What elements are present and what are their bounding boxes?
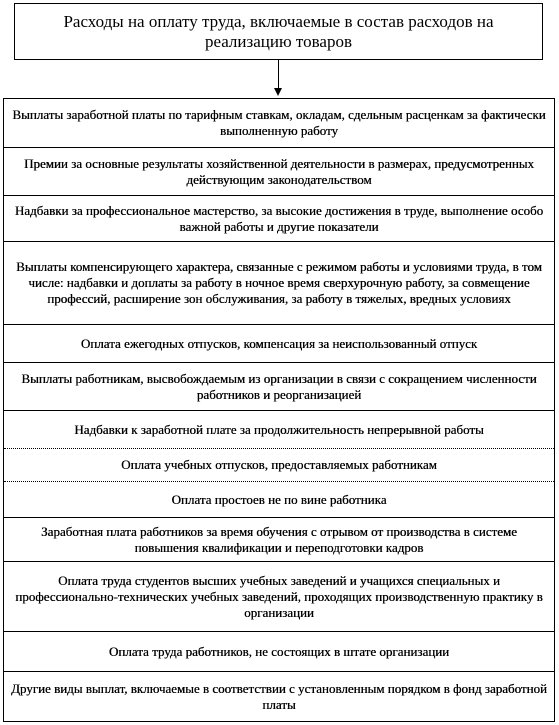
list-item [4, 99, 554, 147]
list-item [4, 631, 554, 671]
list-item-text: Другие виды выплат, включаемые в соответствии с установленным порядком в фонд заработной платы [11, 680, 547, 712]
list-item [4, 410, 554, 448]
list-item-text: Выплаты работникам, высвобождаемым из организации в связи с сокращением численности работников и реорганизацией [21, 370, 537, 402]
list-item [4, 362, 554, 410]
list-item-text: Заработная плата работников за время обучения с отрывом от производства в системе повышения квалификации и переподготовки кадров [41, 523, 517, 555]
arrow-down-icon [274, 88, 282, 96]
connector-line [278, 60, 279, 90]
list-item-text: Оплата простоев не по вине работника [171, 491, 387, 507]
list-item-text: Оплата учебных отпусков, предоставляемых работникам [121, 457, 437, 472]
list-item-text: Надбавки к заработной плате за продолжительность непрерывной работы [74, 421, 484, 437]
list-item-text: Оплата ежегодных отпусков, компенсация за неиспользованный отпуск [80, 335, 478, 351]
list-item-text: Премии за основные результаты хозяйственной деятельности в размерах, предусмотренных действующим законодательством [24, 155, 534, 187]
list-item [4, 561, 554, 631]
list-item [4, 448, 554, 481]
list-item [4, 671, 554, 721]
list-item-text: Выплаты компенсирующего характера, связанные с режимом работы и условиями труда, в том числе: надбавки и доплаты за работу в ночное время сверхурочную работу, за совмещение профессий, расширение зон обслуживания, за работу в тяжелых, вредных условиях [16, 259, 542, 306]
list-item [4, 147, 554, 195]
items-list [3, 98, 555, 722]
list-item [4, 241, 554, 324]
list-item-text: Выплаты заработной платы по тарифным ставкам, окладам, сдельным расценкам за фактически выполненную работу [12, 107, 546, 138]
list-item [4, 517, 554, 561]
diagram-header [14, 3, 543, 60]
list-item [4, 195, 554, 241]
list-item [4, 481, 554, 517]
list-item-text: Оплата труда работников, не состоящих в штате организации [108, 643, 450, 659]
header-title: Расходы на оплату труда, включаемые в состав расходов на реализацию товаров [63, 11, 494, 51]
list-item-text: Надбавки за профессиональное мастерство, за высокие достижения в труде, выполнение особо важной работы и другие показатели [14, 202, 544, 234]
list-item-text: Оплата труда студентов высших учебных заведений и учащихся специальных и профессионально-технических учебных заведений, проходящих производственную практику в организации [15, 572, 543, 620]
list-item [4, 324, 554, 362]
